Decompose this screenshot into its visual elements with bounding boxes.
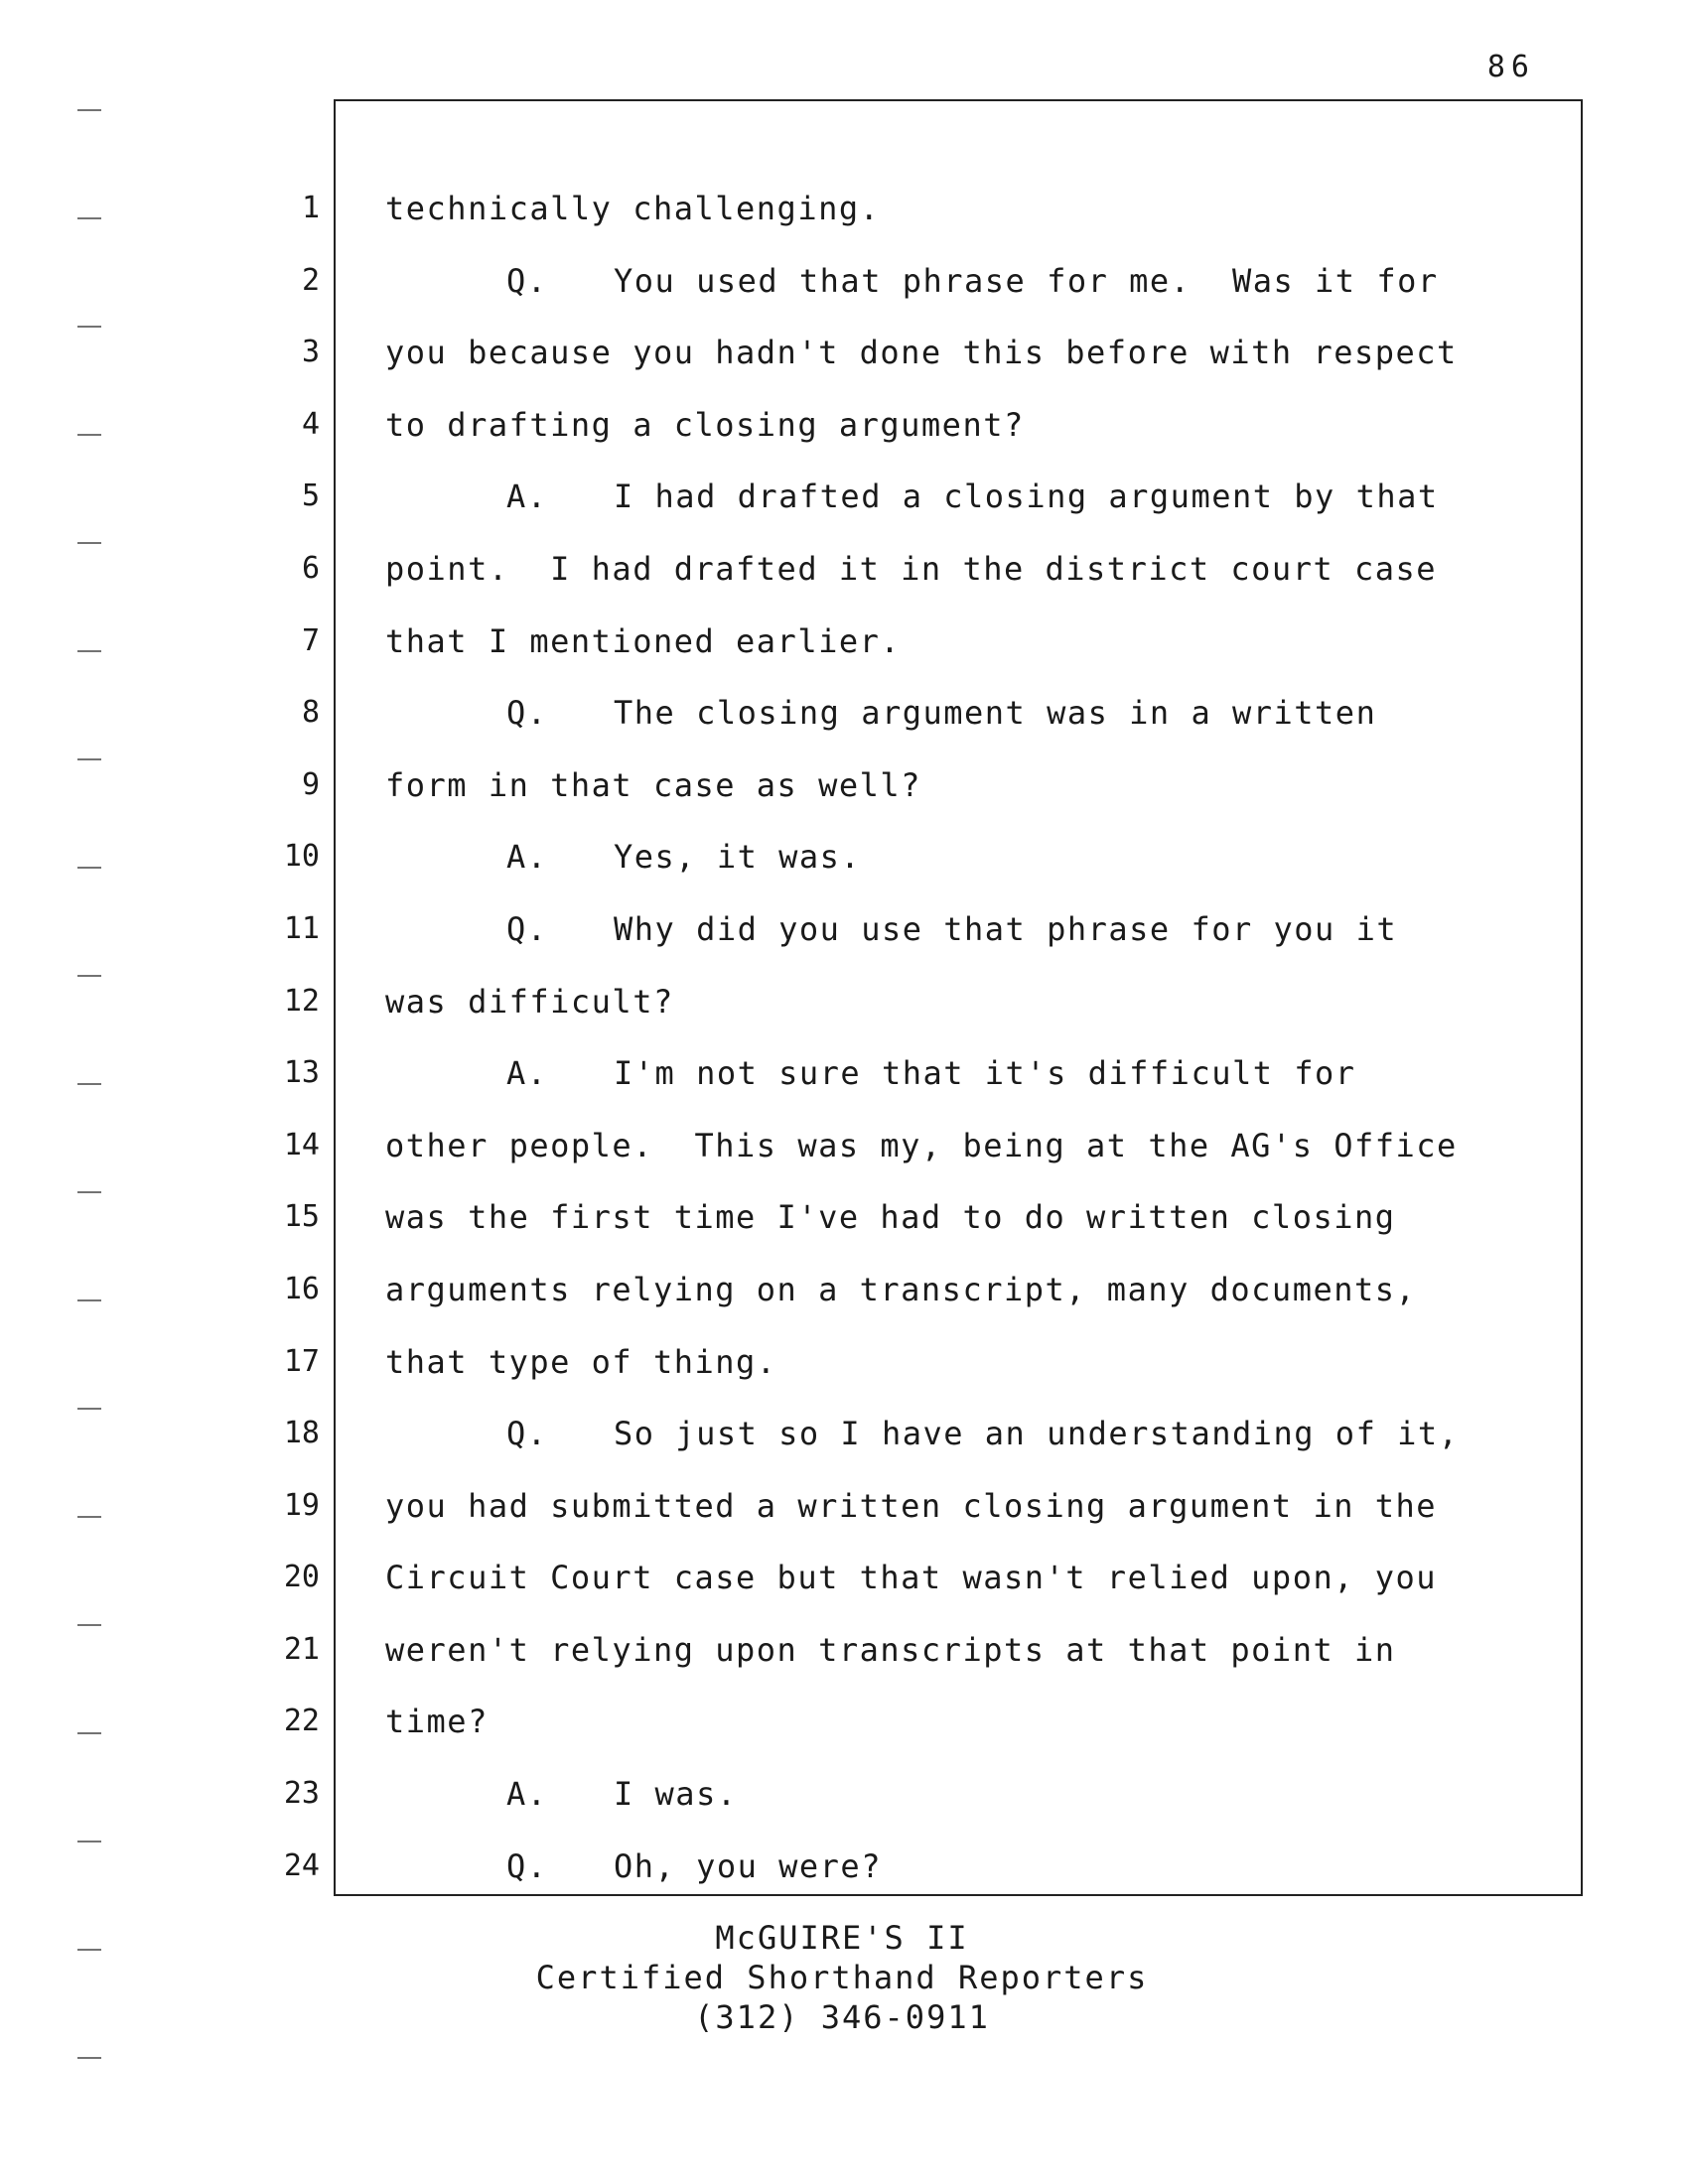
- transcript-line: [385, 1414, 1557, 1486]
- transcript-line: [385, 1702, 1557, 1774]
- transcript-line: [385, 909, 1557, 982]
- margin-tick: [77, 2057, 101, 2059]
- footer-tagline: Certified Shorthand Reporters: [535, 1959, 1149, 1996]
- line-number: 15: [283, 1199, 320, 1235]
- line-text: was difficult?: [385, 982, 674, 1021]
- line-text: The closing argument was in a written: [614, 694, 1377, 733]
- line-text: point. I had drafted it in the district court case: [385, 549, 1438, 588]
- line-number: 6: [301, 550, 320, 586]
- transcript-line: [385, 1774, 1557, 1846]
- transcript-line: [385, 693, 1557, 765]
- margin-tick: [77, 867, 101, 869]
- line-number: 22: [283, 1704, 320, 1739]
- transcript-line: [385, 333, 1557, 405]
- margin-tick: [77, 217, 101, 219]
- line-number: 7: [301, 622, 320, 658]
- transcript-line: [385, 621, 1557, 694]
- speaker-label: A.: [506, 1054, 548, 1093]
- line-text: that I mentioned earlier.: [385, 621, 902, 660]
- transcript-line: [385, 1270, 1557, 1342]
- line-number: 4: [301, 406, 320, 442]
- transcript-line: [385, 477, 1557, 549]
- line-text: You used that phrase for me. Was it for: [614, 261, 1439, 300]
- line-number: 20: [283, 1560, 320, 1595]
- line-number: 12: [283, 983, 320, 1019]
- transcript-line: [385, 1126, 1557, 1198]
- line-number: 3: [301, 335, 320, 370]
- transcript-line: [385, 765, 1557, 838]
- line-text: weren't relying upon transcripts at that point in: [385, 1630, 1396, 1669]
- transcript-line: [385, 1197, 1557, 1270]
- transcript-line: [385, 1342, 1557, 1415]
- line-text: technically challenging.: [385, 190, 881, 227]
- margin-tick: [77, 1732, 101, 1734]
- line-number: 14: [283, 1127, 320, 1162]
- line-number: 1: [301, 191, 320, 225]
- line-text: Why did you use that phrase for you it: [614, 909, 1398, 948]
- transcript-line: [385, 837, 1557, 909]
- margin-tick: [77, 1516, 101, 1518]
- transcript-body: [385, 189, 1557, 1918]
- line-number: 23: [283, 1776, 320, 1812]
- line-text: other people. This was my, being at the AG's Office: [385, 1126, 1458, 1164]
- margin-tick: [77, 1191, 101, 1193]
- transcript-line: [385, 982, 1557, 1054]
- line-number: 9: [301, 766, 320, 802]
- line-number: 17: [283, 1343, 320, 1379]
- line-number: 2: [301, 262, 320, 298]
- line-text: you had submitted a written closing argument in the: [385, 1486, 1438, 1525]
- line-number: 13: [283, 1055, 320, 1091]
- margin-tick: [77, 975, 101, 977]
- transcript-line: [385, 1558, 1557, 1630]
- margin-tick: [77, 650, 101, 652]
- footer-company: McGUIRE'S II: [715, 1919, 969, 1957]
- transcript-line: [385, 549, 1557, 621]
- line-text: I was.: [614, 1775, 738, 1814]
- line-text: time?: [385, 1703, 489, 1741]
- line-text: that type of thing.: [385, 1342, 777, 1381]
- page-number: 86: [1486, 50, 1535, 84]
- margin-tick: [77, 758, 101, 760]
- margin-tick: [77, 1624, 101, 1626]
- transcript-line: [385, 1053, 1557, 1126]
- transcript-line: [385, 189, 1557, 261]
- speaker-label: A.: [506, 838, 548, 877]
- margin-ticks: [77, 0, 107, 2184]
- speaker-label: Q.: [506, 1415, 548, 1453]
- speaker-label: Q.: [506, 261, 548, 300]
- speaker-label: Q.: [506, 694, 548, 733]
- line-number: 10: [283, 839, 320, 875]
- line-text: Oh, you were?: [614, 1846, 882, 1885]
- line-text: Yes, it was.: [614, 838, 862, 877]
- margin-tick: [77, 434, 101, 436]
- transcript-line: [385, 261, 1557, 334]
- line-text: was the first time I've had to do written closing: [385, 1198, 1396, 1237]
- margin-tick: [77, 1408, 101, 1410]
- line-text: to drafting a closing argument?: [385, 405, 1025, 444]
- margin-tick: [77, 109, 101, 111]
- line-text: I had drafted a closing argument by that: [614, 478, 1439, 516]
- margin-tick: [77, 542, 101, 544]
- margin-tick: [77, 1841, 101, 1843]
- transcript-line: [385, 1486, 1557, 1559]
- speaker-label: A.: [506, 478, 548, 516]
- line-text: form in that case as well?: [385, 765, 921, 804]
- line-number: 24: [283, 1847, 320, 1883]
- line-text: arguments relying on a transcript, many documents,: [385, 1270, 1417, 1308]
- line-text: I'm not sure that it's difficult for: [614, 1054, 1356, 1093]
- line-number: 8: [301, 695, 320, 731]
- transcript-line: [385, 1846, 1557, 1919]
- margin-tick: [77, 326, 101, 328]
- line-number: 11: [283, 910, 320, 946]
- speaker-label: Q.: [506, 1846, 548, 1885]
- footer-phone: (312) 346-0911: [694, 1998, 990, 2036]
- line-number: 21: [283, 1631, 320, 1667]
- margin-tick: [77, 1299, 101, 1301]
- line-text: you because you hadn't done this before with respect: [385, 334, 1458, 372]
- line-number: 16: [283, 1271, 320, 1306]
- line-number-column: [248, 189, 320, 1918]
- transcript-line: [385, 405, 1557, 478]
- transcript-line: [385, 1630, 1557, 1703]
- line-number: 19: [283, 1487, 320, 1523]
- line-text: Circuit Court case but that wasn't relied upon, you: [385, 1559, 1438, 1597]
- line-number: 5: [301, 478, 320, 514]
- reporter-footer: [0, 1918, 1684, 2037]
- line-text: So just so I have an understanding of it,: [614, 1415, 1460, 1453]
- speaker-label: Q.: [506, 909, 548, 948]
- line-number: 18: [283, 1416, 320, 1451]
- margin-tick: [77, 1083, 101, 1085]
- speaker-label: A.: [506, 1775, 548, 1814]
